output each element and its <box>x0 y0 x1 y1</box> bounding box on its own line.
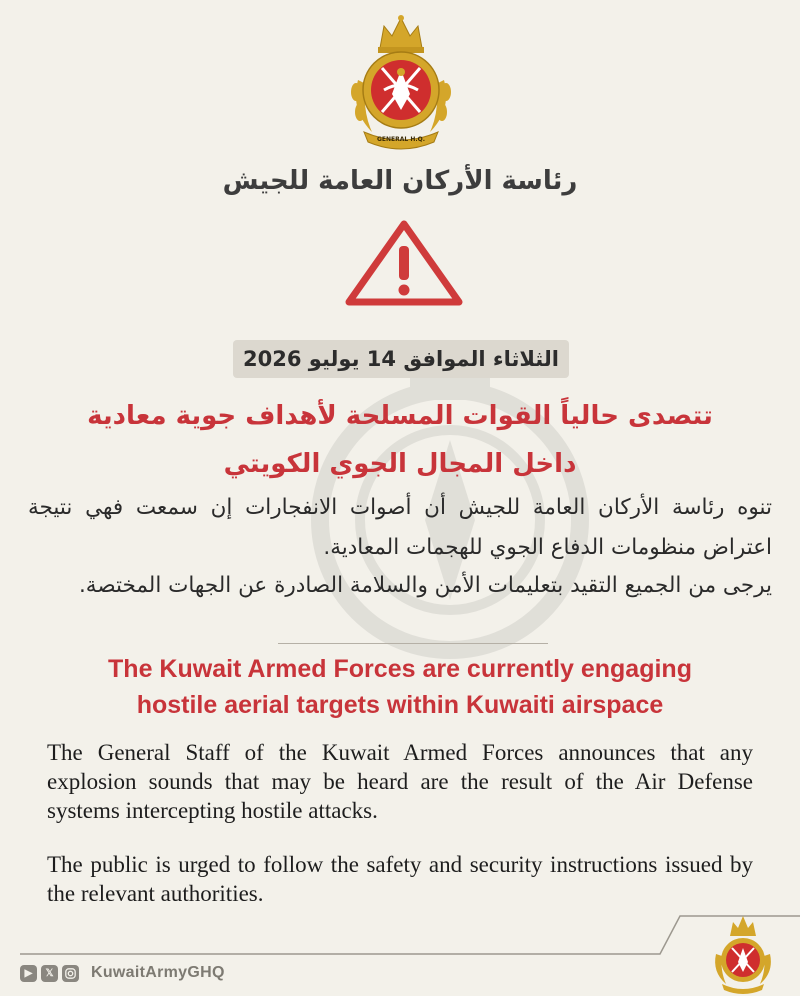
army-emblem-icon <box>342 10 460 155</box>
decorative-line <box>0 906 800 996</box>
arabic-paragraph-2: يرجى من الجميع التقيد بتعليمات الأمن والسلامة الصادرة عن الجهات المختصة. <box>78 573 772 598</box>
instagram-icon[interactable] <box>62 965 79 982</box>
arabic-headline-line-1: تتصدى حالياً القوات المسلحة لأهداف جوية معادية <box>87 401 713 431</box>
section-divider <box>278 643 548 644</box>
emblem-label: GENERAL H.Q. <box>377 136 425 143</box>
social-bar <box>20 964 225 982</box>
youtube-icon[interactable]: ▶ <box>20 965 37 982</box>
english-headline-line-1: The Kuwait Armed Forces are currently engaging <box>108 655 692 683</box>
page-title: رئاسة الأركان العامة للجيش <box>222 166 578 196</box>
army-emblem-small-icon <box>708 914 778 994</box>
x-icon[interactable]: 𝕏 <box>41 965 58 982</box>
arabic-headline-line-2: داخل المجال الجوي الكويتي <box>223 449 577 479</box>
arabic-paragraph-1: تنوه رئاسة الأركان العامة للجيش أن أصوات الانفجارات إن سمعت فهي نتيجة اعتراض منظومات الدفاع الجوي للهجمات المعادية. <box>28 495 772 560</box>
english-paragraph-1: The General Staff of the Kuwait Armed Forces announces that any explosion sounds that may be heard are the result of the Air Defense systems intercepting hostile attacks. <box>47 740 753 823</box>
arabic-headline <box>40 392 760 488</box>
english-headline-line-2: hostile aerial targets within Kuwaiti airspace <box>136 691 664 719</box>
english-headline <box>30 651 770 723</box>
english-paragraph-2: The public is urged to follow the safety and security instructions issued by the relevant authorities. <box>47 852 753 906</box>
social-handle[interactable]: KuwaitArmyGHQ <box>91 964 225 981</box>
date-badge: الثلاثاء الموافق 14 يوليو 2026 <box>233 340 569 378</box>
warning-triangle-icon <box>343 218 465 308</box>
